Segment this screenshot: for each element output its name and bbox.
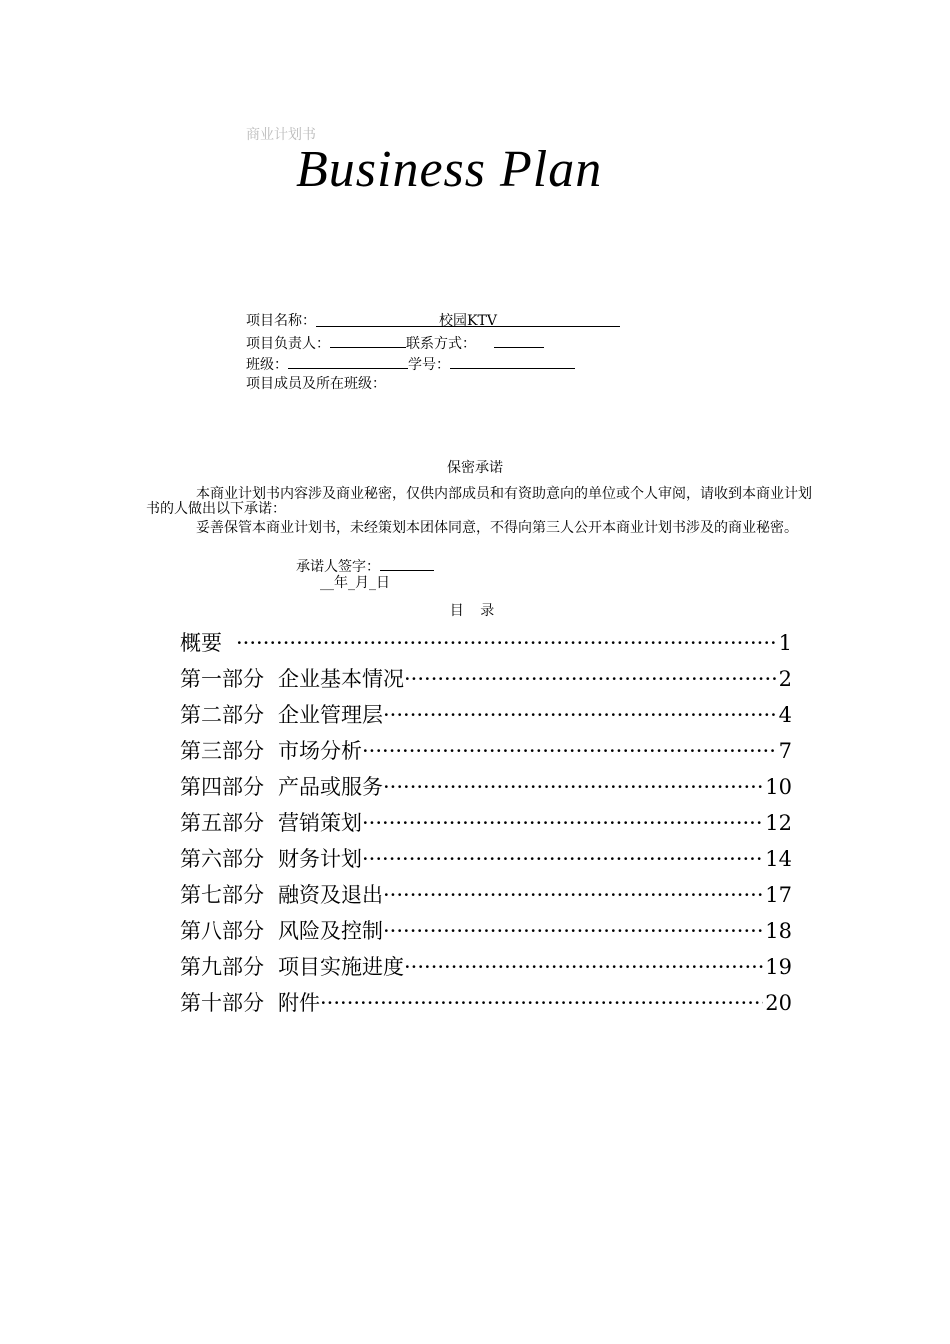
- toc-item-name: 融资及退出: [278, 883, 383, 907]
- class-field: [288, 353, 408, 369]
- members-label: 项目成员及所在班级：: [246, 376, 386, 392]
- toc-item-page: 20: [765, 991, 792, 1015]
- toc-item-name: 附件: [278, 991, 320, 1015]
- project-name-value: 校园KTV: [439, 313, 497, 329]
- toc-leader-dots: [383, 913, 763, 949]
- toc-item-name: 企业管理层: [278, 703, 383, 727]
- toc-leader-dots: [383, 697, 777, 733]
- project-leader-field: [330, 332, 406, 348]
- toc-item-part-5: [180, 805, 792, 841]
- toc-item-page: 14: [765, 847, 792, 871]
- toc-item-name: 概要: [180, 631, 222, 655]
- signature-label: 承诺人签字：: [296, 559, 380, 575]
- toc-leader-dots: [362, 805, 763, 841]
- toc-item-part: 第三部分: [180, 739, 264, 763]
- toc-item-name: 产品或服务: [278, 775, 383, 799]
- toc-item-page: 18: [765, 919, 792, 943]
- contact-label: 联系方式：: [406, 336, 476, 352]
- toc-title: 目 录: [449, 603, 501, 619]
- project-leader-label: 项目负责人：: [246, 336, 330, 352]
- toc-item-part: 第四部分: [180, 775, 264, 799]
- confidentiality-paragraph-1: 本商业计划书内容涉及商业秘密，仅供内部成员和有资助意向的单位或个人审阅，请收到本商业计划书的人做出以下承诺：: [146, 486, 812, 517]
- class-line: [246, 353, 575, 375]
- toc-item-page: 1: [778, 631, 792, 655]
- confidentiality-paragraph-2: 妥善保管本商业计划书，未经策划本团体同意，不得向第三人公开本商业计划书涉及的商业秘密。: [196, 520, 798, 536]
- toc-item-page: 4: [778, 703, 792, 727]
- confidentiality-title: 保密承诺: [447, 460, 503, 476]
- toc-item-part-3: [180, 733, 792, 769]
- document-subtitle: 商业计划书: [246, 127, 316, 143]
- toc-item-part: 第九部分: [180, 955, 264, 979]
- toc-item-name: 项目实施进度: [278, 955, 404, 979]
- toc-item-name: 市场分析: [278, 739, 362, 763]
- student-id-field: [450, 353, 575, 369]
- table-of-contents: [180, 625, 792, 1021]
- toc-item-part: 第二部分: [180, 703, 264, 727]
- date-line: __年_月_日: [320, 575, 390, 591]
- toc-item-part-1: [180, 661, 792, 697]
- toc-leader-dots: [362, 733, 777, 769]
- project-name-line: [246, 311, 620, 331]
- toc-item-part: 第六部分: [180, 847, 264, 871]
- project-name-label: 项目名称：: [246, 313, 316, 329]
- toc-item-part-9: [180, 949, 792, 985]
- toc-item-name: 财务计划: [278, 847, 362, 871]
- toc-item-part: 第七部分: [180, 883, 264, 907]
- toc-item-overview: [180, 625, 792, 661]
- toc-leader-dots: [236, 625, 777, 661]
- toc-item-name: 风险及控制: [278, 919, 383, 943]
- toc-item-part: 第一部分: [180, 667, 264, 691]
- toc-item-page: 12: [765, 811, 792, 835]
- toc-leader-dots: [404, 661, 777, 697]
- toc-item-part-2: [180, 697, 792, 733]
- toc-leader-dots: [383, 877, 763, 913]
- toc-item-page: 17: [765, 883, 792, 907]
- signature-field: [380, 555, 434, 571]
- toc-item-part: 第五部分: [180, 811, 264, 835]
- student-id-label: 学号：: [408, 357, 450, 373]
- toc-item-part-6: [180, 841, 792, 877]
- contact-field: [494, 332, 544, 348]
- toc-item-name: 营销策划: [278, 811, 362, 835]
- toc-item-page: 10: [765, 775, 792, 799]
- toc-item-part-10: [180, 985, 792, 1021]
- document-title: Business Plan: [296, 141, 603, 198]
- toc-leader-dots: [404, 949, 763, 985]
- toc-item-part-8: [180, 913, 792, 949]
- toc-item-part: 第八部分: [180, 919, 264, 943]
- toc-item-part-4: [180, 769, 792, 805]
- toc-leader-dots: [320, 985, 763, 1021]
- toc-item-page: 2: [778, 667, 792, 691]
- toc-leader-dots: [362, 841, 763, 877]
- project-name-field: [316, 311, 620, 327]
- toc-item-part: 第十部分: [180, 991, 264, 1015]
- toc-item-page: 19: [765, 955, 792, 979]
- toc-item-page: 7: [778, 739, 792, 763]
- toc-item-part-7: [180, 877, 792, 913]
- class-label: 班级：: [246, 357, 288, 373]
- project-leader-line: [246, 332, 544, 354]
- toc-leader-dots: [383, 769, 763, 805]
- toc-item-name: 企业基本情况: [278, 667, 404, 691]
